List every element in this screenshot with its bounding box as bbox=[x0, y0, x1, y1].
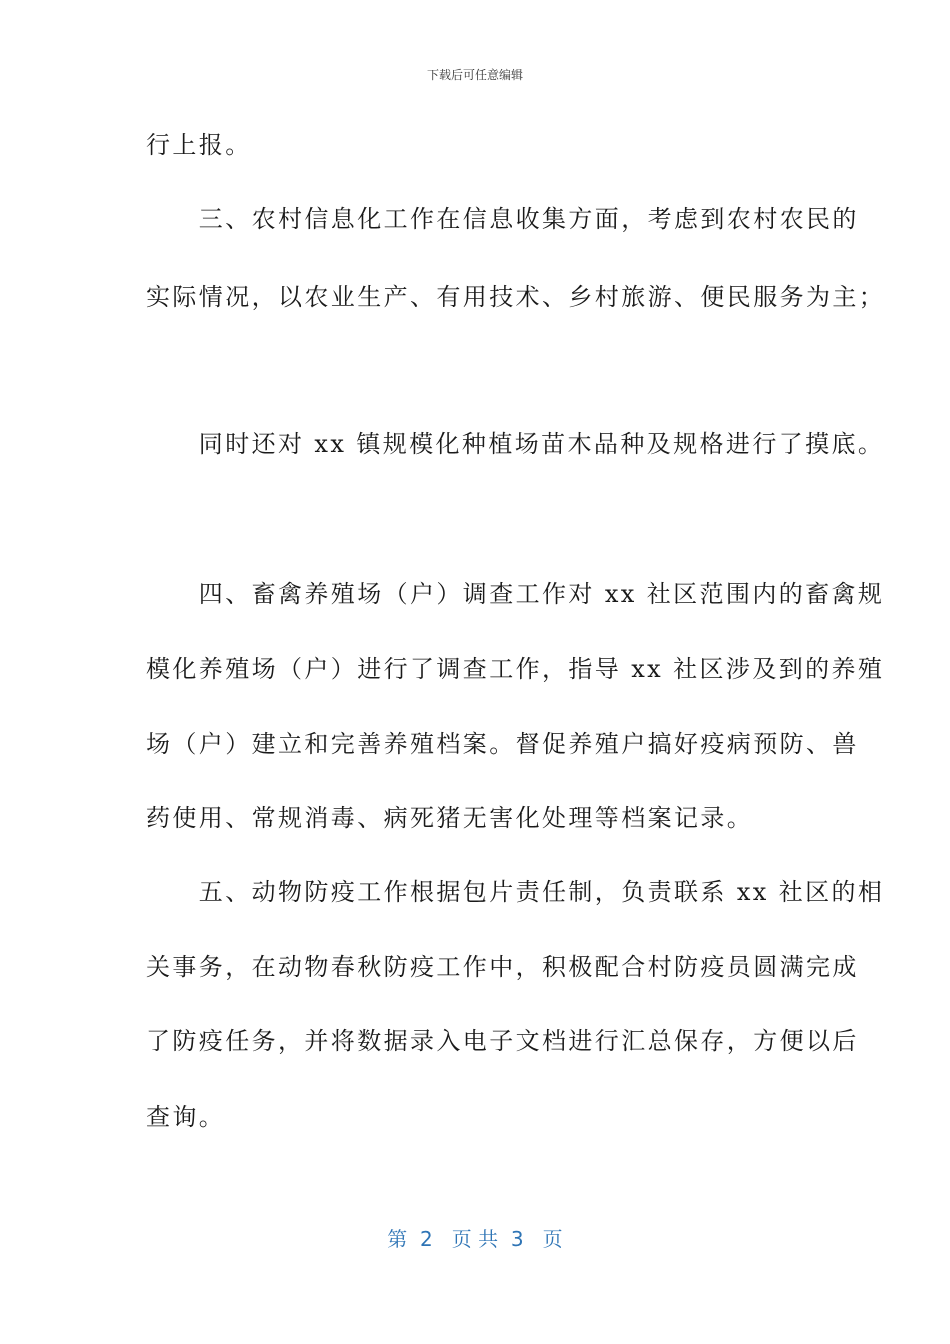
text-line: 同时还对 xx 镇规模化种植场苗木品种及规格进行了摸底。 bbox=[146, 430, 885, 458]
text-line: 关事务，在动物春秋防疫工作中，积极配合村防疫员圆满完成 bbox=[146, 953, 859, 981]
page-header: 下载后可任意编辑 bbox=[426, 68, 523, 82]
text-line: 实际情况，以农业生产、有用技术、乡村旅游、便民服务为主； bbox=[146, 283, 886, 311]
text-line: 查询。 bbox=[146, 1103, 226, 1131]
text-line: 行上报。 bbox=[146, 131, 252, 159]
text-line: 四、畜禽养殖场（户）调查工作对 xx 社区范围内的畜禽规 bbox=[146, 580, 885, 608]
text-line: 五、动物防疫工作根据包片责任制，负责联系 xx 社区的相 bbox=[146, 878, 885, 906]
text-line: 场（户）建立和完善养殖档案。督促养殖户搞好疫病预防、兽 bbox=[146, 730, 859, 758]
text-line: 了防疫任务，并将数据录入电子文档进行汇总保存，方便以后 bbox=[146, 1027, 859, 1055]
text-line: 药使用、常规消毒、病死猪无害化处理等档案记录。 bbox=[146, 804, 754, 832]
text-line: 三、农村信息化工作在信息收集方面，考虑到农村农民的 bbox=[146, 205, 859, 233]
page-number: 第 2 页 共 3 页 bbox=[387, 1227, 563, 1251]
text-line: 模化养殖场（户）进行了调查工作，指导 xx 社区涉及到的养殖 bbox=[146, 655, 885, 683]
